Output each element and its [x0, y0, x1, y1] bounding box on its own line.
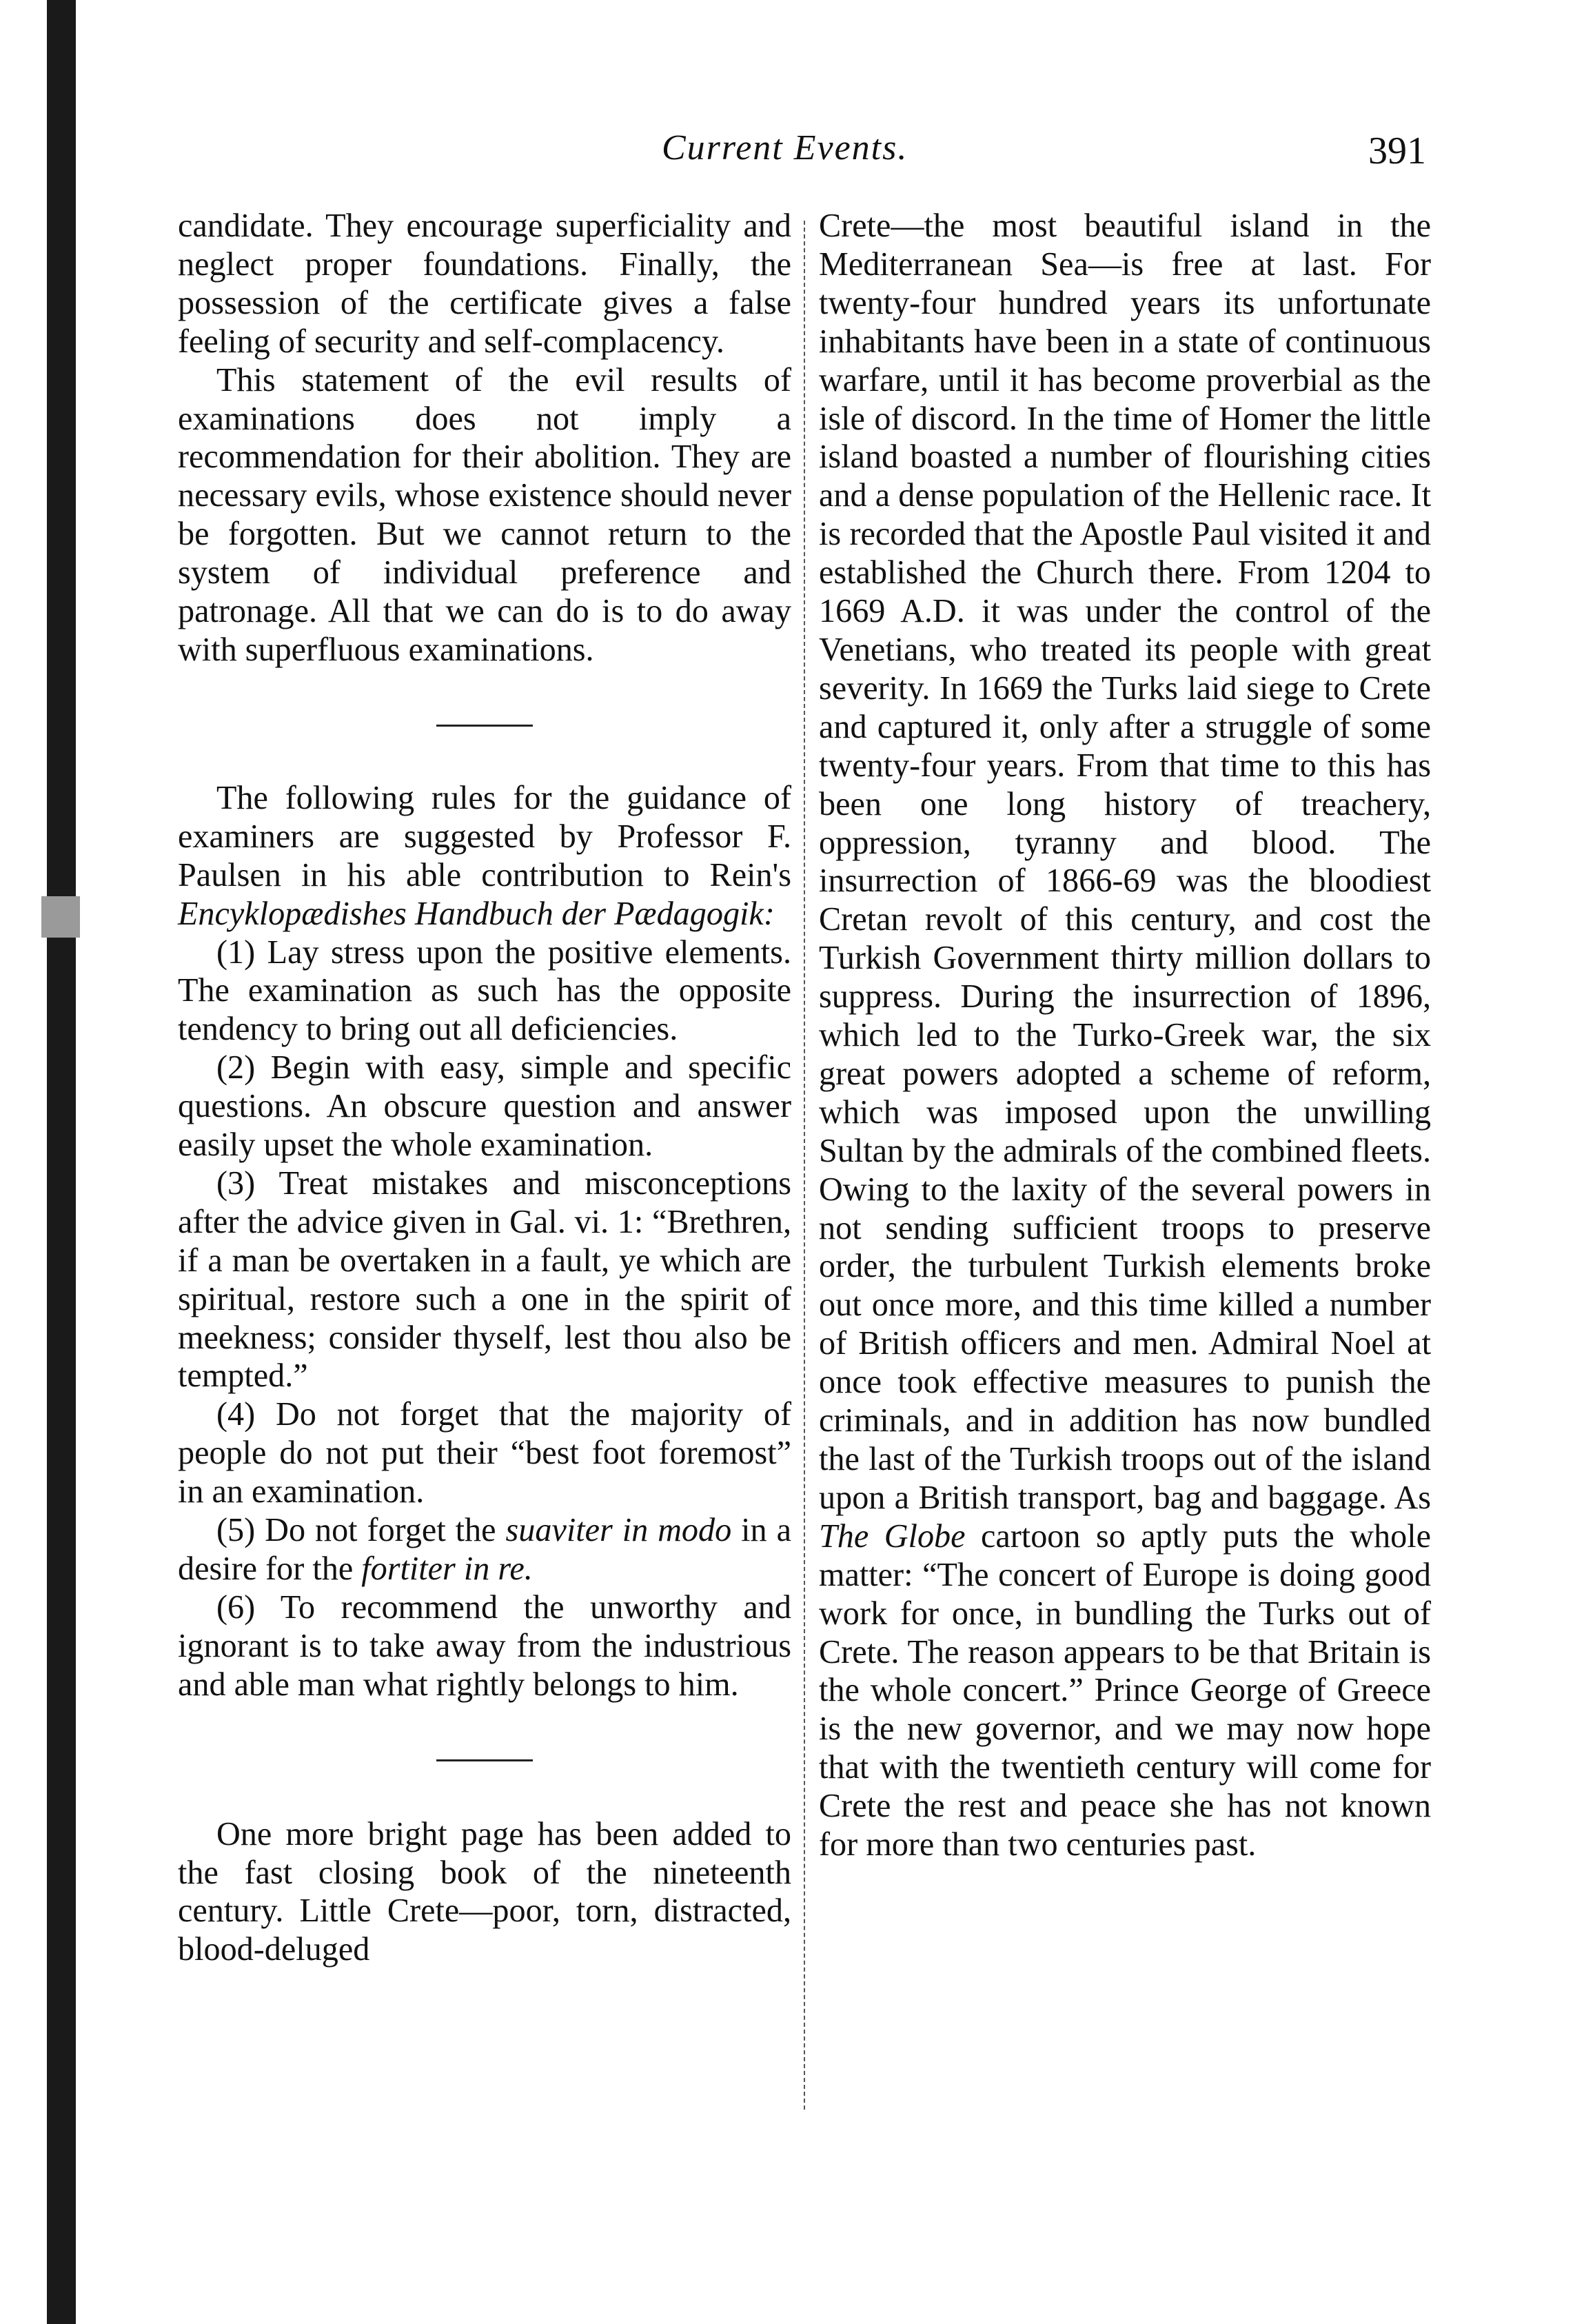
running-head: Current Events. [662, 128, 908, 168]
rules-intro-text: The following rules for the guidance of examiners are suggested by Professor F. Paulsen in his able contribution to Rein's [178, 779, 791, 893]
section-separator [436, 1759, 533, 1761]
rule-4: (4) Do not forget that the majority of people do not put their “best foot foremost” in an examination. [178, 1396, 791, 1510]
column-rule [804, 221, 805, 2110]
binding-edge [47, 0, 76, 2324]
rule-5-text-b: in a desire for the [178, 1512, 791, 1587]
right-column [819, 207, 1431, 1864]
binding-mark [41, 896, 80, 938]
rule-5-latin-a: suaviter in modo [505, 1512, 732, 1549]
globe-title: The Globe [819, 1517, 966, 1555]
rule-1: (1) Lay stress upon the positive elements. The examination as such has the opposite tendency to bring out all deficiencies. [178, 933, 791, 1048]
crete-text-a: Crete—the most beautiful island in the Mediterranean Sea—is free at last. For twenty-four hundred years its unfortunate inhabitants have been in a state of continuous warfare, until it has become proverbial as the isle of discord. In the time of Homer the little island boasted a number of flourishing cities and a dense population of the Hellenic race. It is recorded that the Apostle Paul visited it and established the Church there. From 1204 to 1669 A.D. it was under the control of the Venetians, who treated its people with great severity. In 1669 the Turks laid siege to Crete and captured it, only after a struggle of some twenty-four years. From that time to this has been one long history of treachery, oppression, tyranny and blood. The insurrection of 1866-69 was the bloodiest Cretan revolt of this century, and cost the Turkish Government thirty million dollars to suppress. During the insurrection of 1896, which led to the Turko-Greek war, the six great powers adopted a scheme of reform, which was imposed upon the unwilling Sultan by the admirals of the combined fleets. Owing to the laxity of the several powers in not sending sufficient troops to preserve order, the turbulent Turkish elements broke out once more, and this time killed a number of British officers and men. Admiral Noel at once took effective measures to punish the criminals, and in addition has now bundled the last of the Turkish troops out of the island upon a British transport, bag and baggage. As [819, 208, 1431, 1516]
paragraph-examinations-end: candidate. They encourage superficiality and neglect proper foundations. Finally, the possession of the certificate gives a false feeling of security and self-complacency. [178, 208, 791, 360]
rule-5-latin-b: fortiter in re. [361, 1550, 533, 1587]
paragraph-rules-intro [178, 779, 791, 933]
crete-text-b: cartoon so aptly puts the whole matter: “The concert of Europe is doing good work for once, in bundling the Turks out of Crete. The reason appears to be that Britain is the whole concert.” Prince George of Greece is the new governor, and we may now hope that with the twentieth century will come for Crete the rest and peace she has not known for more than two centuries past. [819, 1517, 1431, 1863]
paragraph-evil-results: This statement of the evil results of examinations does not imply a recommendation for their abolition. They are necessary evils, whose existence should never be forgotten. But we cannot return to the system of individual preference and patronage. All that we can do is to do away with superfluous examinations. [178, 361, 791, 668]
rule-3: (3) Treat mistakes and misconceptions after the advice given in Gal. vi. 1: “Brethren, if a man be overtaken in a fault, ye which are spiritual, restore such a one in the spirit of meekness; consider thyself, lest thou also be tempted.” [178, 1164, 791, 1395]
page-number: 391 [1368, 130, 1426, 172]
book-title: Encyklopædishes Handbuch der Pædagogik: [178, 895, 775, 932]
rule-2: (2) Begin with easy, simple and specific questions. An obscure question and answer easily upset the whole examination. [178, 1049, 791, 1164]
section-separator [436, 725, 533, 727]
rule-5-text-a: (5) Do not forget the [216, 1512, 506, 1549]
rule-6: (6) To recommend the unworthy and ignorant is to take away from the industrious and able man what rightly belongs to him. [178, 1588, 791, 1703]
page-header [0, 128, 1584, 183]
paragraph-crete-history [819, 207, 1431, 1864]
rule-5 [178, 1511, 791, 1588]
paragraph-crete-intro: One more bright page has been added to the fast closing book of the nineteenth century. Little Crete—poor, torn, distracted, blood-deluged [178, 1815, 791, 1968]
left-column [178, 207, 791, 1969]
